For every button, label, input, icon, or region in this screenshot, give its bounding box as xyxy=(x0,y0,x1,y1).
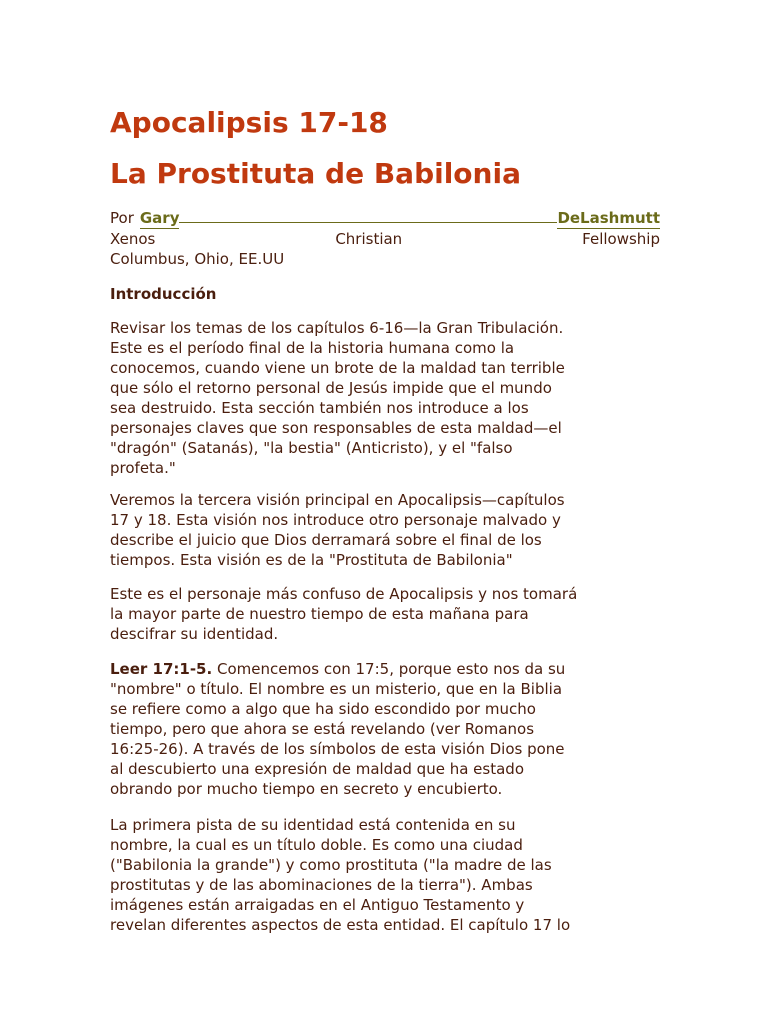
page-title: Apocalipsis 17-18 xyxy=(110,106,388,139)
section-heading-introduccion: Introducción xyxy=(110,285,217,303)
paragraph-line: "nombre" o título. El nombre es un misterio, que en la Biblia xyxy=(110,680,563,698)
org-word-3: Fellowship xyxy=(582,230,660,248)
paragraph-3 xyxy=(110,584,660,644)
paragraph-line xyxy=(110,659,660,679)
paragraph-4 xyxy=(110,659,660,799)
org-word-2: Christian xyxy=(335,230,403,248)
paragraph-line: descifrar su identidad. xyxy=(110,625,279,643)
paragraph-2 xyxy=(110,490,660,570)
organization-line xyxy=(110,229,660,249)
paragraph-1 xyxy=(110,318,660,478)
paragraph-line: conocemos, cuando viene un brote de la maldad tan terrible xyxy=(110,359,565,377)
author-last-name-link[interactable]: DeLashmutt xyxy=(557,209,660,227)
paragraph-line: describe el juicio que Dios derramará sobre el final de los xyxy=(110,531,542,549)
paragraph-line: se refiere como a algo que ha sido escondido por mucho xyxy=(110,700,536,718)
paragraph-line-rest: Comencemos con 17:5, porque esto nos da su xyxy=(212,660,566,678)
paragraph-line: que sólo el retorno personal de Jesús impide que el mundo xyxy=(110,379,552,397)
paragraph-line: Revisar los temas de los capítulos 6-16—la Gran Tribulación. xyxy=(110,319,564,337)
por-label: Por xyxy=(110,209,134,227)
paragraph-line: La primera pista de su identidad está contenida en su xyxy=(110,816,516,834)
paragraph-line: prostitutas y de las abominaciones de la tierra"). Ambas xyxy=(110,876,533,894)
page-subtitle: La Prostituta de Babilonia xyxy=(110,157,521,190)
paragraph-line: "dragón" (Satanás), "la bestia" (Anticristo), y el "falso xyxy=(110,439,513,457)
paragraph-line: al descubierto una expresión de maldad que ha estado xyxy=(110,760,524,778)
paragraph-line: Veremos la tercera visión principal en Apocalipsis—capítulos xyxy=(110,491,565,509)
paragraph-line: nombre, la cual es un título doble. Es como una ciudad xyxy=(110,836,523,854)
paragraph-line: profeta." xyxy=(110,459,176,477)
paragraph-line: obrando por mucho tiempo en secreto y encubierto. xyxy=(110,780,503,798)
paragraph-line: sea destruido. Esta sección también nos introduce a los xyxy=(110,399,529,417)
location-line: Columbus, Ohio, EE.UU xyxy=(110,250,285,268)
paragraph-line: tiempo, pero que ahora se está revelando (ver Romanos xyxy=(110,720,535,738)
author-link-underline[interactable] xyxy=(179,221,557,223)
paragraph-line: la mayor parte de nuestro tiempo de esta mañana para xyxy=(110,605,529,623)
author-line xyxy=(110,208,660,229)
paragraph-line: 16:25-26). A través de los símbolos de esta visión Dios pone xyxy=(110,740,565,758)
author-first-name-link[interactable]: Gary xyxy=(139,209,180,227)
paragraph-5 xyxy=(110,815,660,935)
scripture-reference: Leer 17:1-5. xyxy=(110,660,213,678)
org-word-1: Xenos xyxy=(110,230,156,248)
paragraph-line: 17 y 18. Esta visión nos introduce otro personaje malvado y xyxy=(110,511,561,529)
paragraph-line: revelan diferentes aspectos de esta entidad. El capítulo 17 lo xyxy=(110,916,571,934)
paragraph-line: Este es el personaje más confuso de Apocalipsis y nos tomará xyxy=(110,585,578,603)
paragraph-line: tiempos. Esta visión es de la "Prostituta de Babilonia" xyxy=(110,551,513,569)
paragraph-line: Este es el período final de la historia humana como la xyxy=(110,339,515,357)
paragraph-line: personajes claves que son responsables de esta maldad—el xyxy=(110,419,562,437)
paragraph-line: ("Babilonia la grande") y como prostituta ("la madre de las xyxy=(110,856,552,874)
byline xyxy=(110,208,660,269)
paragraph-line: imágenes están arraigadas en el Antiguo Testamento y xyxy=(110,896,525,914)
